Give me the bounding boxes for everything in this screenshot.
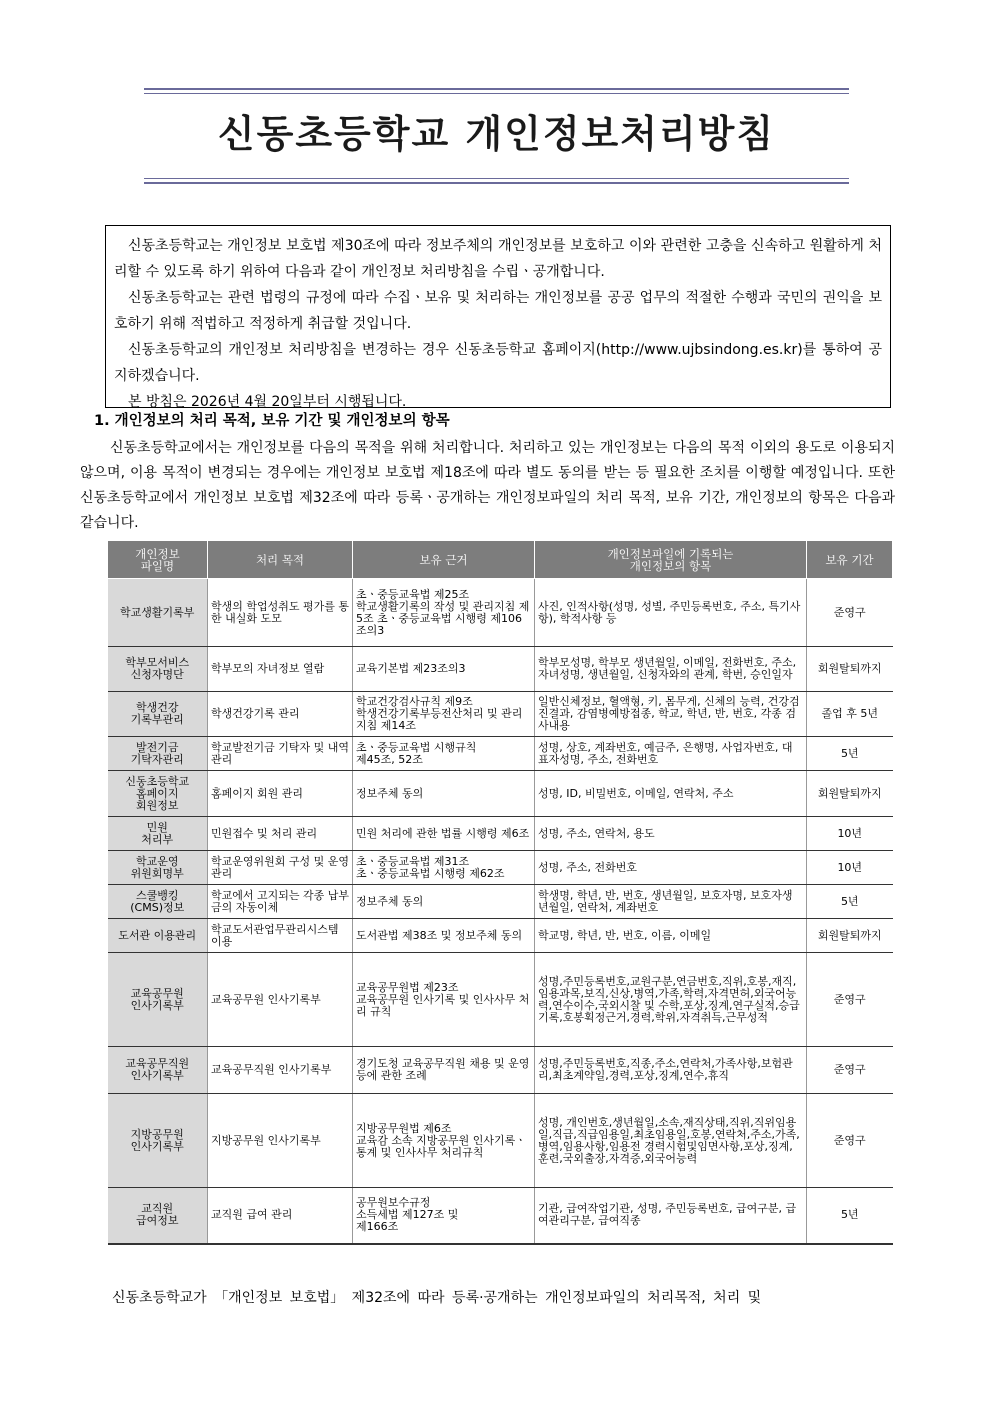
purpose-cell: 지방공무원 인사기록부 [208,1094,353,1188]
table-row [108,851,893,885]
table-row [108,771,893,817]
purpose-cell: 교직원 급여 관리 [208,1188,353,1244]
purpose-cell: 교육공무직원 인사기록부 [208,1047,353,1094]
purpose-cell: 학부모의 자녀정보 열람 [208,647,353,692]
file-name-cell: 교직원 급여정보 [108,1188,208,1244]
basis-cell: 교육기본법 제23조의3 [353,647,535,692]
purpose-cell: 민원접수 및 처리 관리 [208,817,353,851]
intro-paragraph: 신동초등학교는 관련 법령의 규정에 따라 수집ㆍ보유 및 처리하는 개인정보를 공공 업무의 적절한 수행과 국민의 권익을 보호하기 위해 적법하고 적정하게 취급할 것입니다. [114,290,882,332]
header-items: 개인정보파일에 기록되는 개인정보의 항목 [535,541,807,579]
title-rule-bottom-2 [144,182,849,184]
header-file-name: 개인정보 파일명 [108,541,208,579]
table-row [108,647,893,692]
period-cell: 회원탈퇴까지 [807,919,893,953]
intro-paragraph: 신동초등학교의 개인정보 처리방침을 변경하는 경우 신동초등학교 홈페이지(http://www.ujbsindong.es.kr)를 통하여 공지하겠습니다. [114,342,882,384]
items-cell: 성명, 주소, 전화번호 [535,851,807,885]
basis-cell: 초ㆍ중등교육법 제25조 학교생활기록의 작성 및 관리지침 제5조 초ㆍ중등교육법 시행령 제106조의3 [353,579,535,647]
file-name-cell: 학교생활기록부 [108,579,208,647]
basis-cell: 도서관법 제38조 및 정보주체 동의 [353,919,535,953]
items-cell: 성명,주민등록번호,직종,주소,연락처,가족사항,보험관리,최초계약일,경력,포상,징계,연수,휴직 [535,1047,807,1094]
items-cell: 사진, 인적사항(성명, 성별, 주민등록번호, 주소, 특기사항), 학적사항 등 [535,579,807,647]
section-heading: 1. 개인정보의 처리 목적, 보유 기간 및 개인정보의 항목 [94,413,450,429]
basis-cell: 지방공무원법 제6조 교육감 소속 지방공무원 인사기록ㆍ통계 및 인사사무 처리규칙 [353,1094,535,1188]
intro-paragraph: 본 방침은 2026년 4월 20일부터 시행됩니다. [128,394,407,410]
table-header-row [108,541,893,579]
basis-cell: 민원 처리에 관한 법률 시행령 제6조 [353,817,535,851]
period-cell: 준영구 [807,953,893,1047]
period-cell: 준영구 [807,1094,893,1188]
file-name-cell: 발전기금 기탁자관리 [108,737,208,771]
table-row [108,737,893,771]
table-row [108,817,893,851]
period-cell: 5년 [807,737,893,771]
items-cell: 성명, ID, 비밀번호, 이메일, 연락처, 주소 [535,771,807,817]
file-name-cell: 신동초등학교 홈페이지 회원정보 [108,771,208,817]
purpose-cell: 학교발전기금 기탁자 및 내역관리 [208,737,353,771]
items-cell: 학교명, 학년, 반, 번호, 이름, 이메일 [535,919,807,953]
purpose-cell: 학생의 학업성취도 평가를 통한 내실화 도모 [208,579,353,647]
items-cell: 학생명, 학년, 반, 번호, 생년월일, 보호자명, 보호자생년월일, 연락처, 계좌번호 [535,885,807,919]
file-name-cell: 교육공무직원 인사기록부 [108,1047,208,1094]
title-rule-top-2 [144,93,849,94]
purpose-cell: 교육공무원 인사기록부 [208,953,353,1047]
header-basis: 보유 근거 [353,541,535,579]
period-cell: 준영구 [807,1047,893,1094]
items-cell: 성명,주민등록번호,교원구분,연금번호,직위,호봉,재직,임용과목,보직,신상,병역,가족,학력,자격면허,외국어능력,연수이수,국외시찰 및 수학,포상,징계,연구실적,승급기록,호봉획정근거,경력,학위,자격취득,근무성적 [535,953,807,1047]
purpose-cell: 학생건강기록 관리 [208,692,353,737]
section-body: 신동초등학교에서는 개인정보를 다음의 목적을 위해 처리합니다. 처리하고 있는 개인정보는 다음의 목적 이외의 용도로 이용되지 않으며, 이용 목적이 변경되는 경우에는 개인정보 보호법 제18조에 따라 별도 동의를 받는 등 필요한 조치를 이행할 예정입니다. 또한 신동초등학교에서 개인정보 보호법 제32조에 따라 등록ㆍ공개하는 개인정보파일의 처리 목적, 보유 기간, 개인정보의 항목은 다음과 같습니다. [80,440,895,531]
table-row [108,579,893,647]
items-cell: 학부모성명, 학부모 생년월일, 이메일, 전화번호, 주소, 자녀성명, 생년월일, 신청자와의 관계, 학번, 승인일자 [535,647,807,692]
file-name-cell: 교육공무원 인사기록부 [108,953,208,1047]
purpose-cell: 학교운영위원회 구성 및 운영관리 [208,851,353,885]
table-row [108,953,893,1047]
table-row [108,692,893,737]
period-cell: 10년 [807,851,893,885]
header-purpose: 처리 목적 [208,541,353,579]
page-title: 신동초등학교 개인정보처리방침 [217,112,776,156]
period-cell: 5년 [807,885,893,919]
basis-cell: 초ㆍ중등교육법 시행규칙 제45조, 52조 [353,737,535,771]
purpose-cell: 학교에서 고지되는 각종 납부금의 자동이체 [208,885,353,919]
basis-cell: 경기도청 교육공무직원 채용 및 운영 등에 관한 조례 [353,1047,535,1094]
purpose-cell: 홈페이지 회원 관리 [208,771,353,817]
table-row [108,919,893,953]
table-row [108,1094,893,1188]
purpose-cell: 학교도서관업무관리시스템 이용 [208,919,353,953]
items-cell: 기관, 급여작업기관, 성명, 주민등록번호, 급여구분, 급여관리구분, 급여직종 [535,1188,807,1244]
table-row [108,1188,893,1244]
intro-box [105,225,891,408]
file-name-cell: 도서관 이용관리 [108,919,208,953]
table-row [108,885,893,919]
basis-cell: 학교건강검사규칙 제9조 학생건강기록부등전산처리 및 관리지침 제14조 [353,692,535,737]
period-cell: 10년 [807,817,893,851]
personal-info-file-table [107,540,893,1245]
header-period: 보유 기간 [807,541,893,579]
items-cell: 일반신체정보, 혈액형, 키, 몸무게, 신체의 능력, 건강검진결과, 감염병예방접종, 학교, 학년, 반, 번호, 각종 검사내용 [535,692,807,737]
period-cell: 회원탈퇴까지 [807,771,893,817]
table-row [108,1047,893,1094]
footer-text: 신동초등학교가 「개인정보 보호법」 제32조에 따라 등록·공개하는 개인정보파일의 처리목적, 처리 및 [112,1290,762,1306]
basis-cell: 공무원보수규정 소득세법 제127조 및 제166조 [353,1188,535,1244]
basis-cell: 교육공무원법 제23조 교육공무원 인사기록 및 인사사무 처리 규칙 [353,953,535,1047]
file-name-cell: 학부모서비스 신청자명단 [108,647,208,692]
items-cell: 성명, 개인번호,생년월일,소속,재직상태,직위,직위임용일,직급,직급임용일,최초임용일,호봉,연락처,주소,가족,병역,임용사항,임용전 경력시험및임면사항,포상,징계,훈련,국외출장,자격증,외국어능력 [535,1094,807,1188]
file-name-cell: 지방공무원 인사기록부 [108,1094,208,1188]
file-name-cell: 학생건강 기록부관리 [108,692,208,737]
basis-cell: 정보주체 동의 [353,885,535,919]
file-name-cell: 민원 처리부 [108,817,208,851]
intro-paragraph: 신동초등학교는 개인정보 보호법 제30조에 따라 정보주체의 개인정보를 보호하고 이와 관련한 고충을 신속하고 원활하게 처리할 수 있도록 하기 위하여 다음과 같이 개인정보 처리방침을 수립ㆍ공개합니다. [114,238,882,280]
period-cell: 졸업 후 5년 [807,692,893,737]
period-cell: 준영구 [807,579,893,647]
period-cell: 회원탈퇴까지 [807,647,893,692]
basis-cell: 정보주체 동의 [353,771,535,817]
title-rule-bottom-1 [144,178,849,179]
basis-cell: 초ㆍ중등교육법 제31조 초ㆍ중등교육법 시행령 제62조 [353,851,535,885]
title-rule-top-1 [144,88,849,90]
period-cell: 5년 [807,1188,893,1244]
items-cell: 성명, 상호, 계좌번호, 예금주, 은행명, 사업자번호, 대표자성명, 주소, 전화번호 [535,737,807,771]
items-cell: 성명, 주소, 연락처, 용도 [535,817,807,851]
file-name-cell: 스쿨뱅킹 (CMS)정보 [108,885,208,919]
file-name-cell: 학교운영 위원회명부 [108,851,208,885]
